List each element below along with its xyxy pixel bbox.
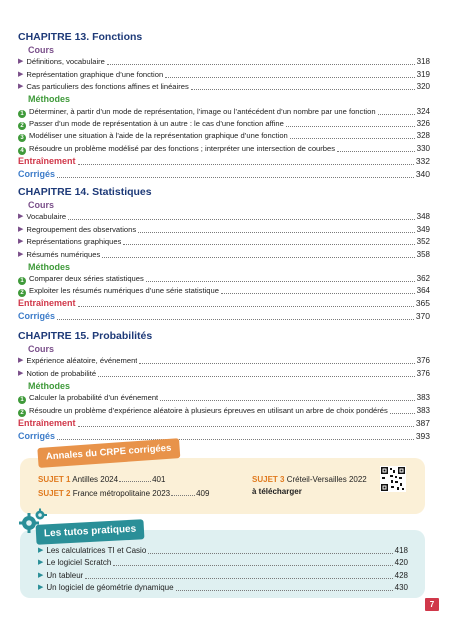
toc-entry[interactable]: ▶ Cas particuliers des fonctions affines et linéaires 320 — [18, 82, 430, 92]
arrow-icon: ▶ — [18, 238, 24, 246]
toc-entry[interactable]: ▶ Notion de probabilité 376 — [18, 368, 430, 378]
toc-entry[interactable]: 4 Résoudre un problème modélisé par des fonctions ; interpréter une intersection de courbes 330 — [18, 142, 430, 154]
page-number: 7 — [425, 598, 439, 611]
toc-entry[interactable]: ▶ Définitions, vocabulaire 318 — [18, 57, 430, 67]
sujet-3-entry[interactable]: SUJET 3 Créteil-Versailles 2022 à télécharger — [252, 475, 367, 496]
toc-entry[interactable]: ▶ Représentations graphiques 352 — [18, 237, 430, 247]
arrow-icon: ▶ — [18, 369, 24, 377]
sujet-2-entry[interactable]: SUJET 2 France métropolitaine 2023 409 — [38, 489, 210, 498]
methodes-heading: Méthodes — [28, 94, 71, 105]
method-number-badge: 1 — [18, 396, 26, 404]
method-number-badge: 1 — [18, 110, 26, 118]
arrow-icon: ▶ — [18, 225, 24, 233]
cours-heading: Cours — [28, 45, 55, 55]
corriges-entry[interactable]: Corrigés 370 — [18, 311, 430, 322]
arrow-icon: ▶ — [18, 357, 24, 365]
arrow-icon: ▶ — [38, 559, 44, 566]
toc-entry[interactable]: 1 Déterminer, à partir d’un mode de représentation, l’image ou l’antécédent d’un nombre par une fonction 324 — [18, 105, 430, 117]
toc-entry[interactable]: ▶ Représentation graphique d’une fonction 319 — [18, 69, 430, 79]
methodes-heading: Méthodes — [28, 261, 71, 272]
tuto-entry[interactable]: ▶ Un tableur 428 — [38, 570, 408, 580]
tuto-entry[interactable]: ▶ Un logiciel de géométrie dynamique 430 — [38, 583, 408, 592]
toc-entry[interactable]: 2 Résoudre un problème d’expérience aléatoire à plusieurs épreuves en utilisant un arbre de choix pondérés 383 — [18, 404, 430, 416]
chapter-14 — [18, 185, 430, 323]
toc-entry[interactable]: ▶ Regroupement des observations 349 — [18, 224, 430, 234]
arrow-icon: ▶ — [38, 546, 44, 554]
toc-entry[interactable]: ▶ Expérience aléatoire, événement 376 — [18, 356, 430, 366]
toc-entry[interactable]: 2 Exploiter les résumés numériques d’une série statistique 364 — [18, 285, 430, 297]
qr-code-icon[interactable] — [380, 466, 406, 492]
chapter-15 — [18, 329, 430, 443]
arrow-icon: ▶ — [38, 571, 44, 579]
entrainement-entry[interactable]: Entraînement 387 — [18, 417, 430, 428]
tuto-entry[interactable]: ▶ Les calculatrices TI et Casio 418 — [38, 545, 408, 555]
corriges-entry[interactable]: Corrigés 393 — [18, 430, 430, 441]
toc-entry[interactable]: ▶ Résumés numériques 358 — [18, 249, 430, 259]
toc-entry[interactable]: ▶ Vocabulaire 348 — [18, 212, 430, 222]
sujet-1-entry[interactable]: SUJET 1 Antilles 2024 401 — [38, 475, 166, 484]
arrow-icon: ▶ — [18, 83, 24, 91]
tutos-banner: Les tutos pratiques — [36, 519, 145, 545]
arrow-icon: ▶ — [18, 213, 24, 221]
chapter-title: CHAPITRE 14. Statistiques — [18, 186, 152, 198]
tutos-list — [38, 544, 408, 594]
tuto-entry[interactable]: ▶ Le logiciel Scratch 420 — [38, 558, 408, 567]
method-number-badge: 2 — [18, 122, 26, 130]
toc-entry[interactable]: 3 Modéliser une situation à l’aide de la représentation graphique d’une fonction 328 — [18, 130, 430, 142]
chapter-13 — [18, 30, 430, 181]
cours-heading: Cours — [28, 344, 55, 354]
method-number-badge: 2 — [18, 409, 26, 417]
toc-entry[interactable]: 1 Comparer deux séries statistiques 362 — [18, 273, 430, 285]
chapter-title: CHAPITRE 15. Probabilités — [18, 330, 153, 342]
arrow-icon: ▶ — [38, 584, 44, 591]
toc-entry[interactable]: 1 Calculer la probabilité d’un événement 383 — [18, 392, 430, 404]
annales-banner: Annales du CRPE corrigées — [37, 438, 180, 468]
methodes-heading: Méthodes — [28, 380, 71, 391]
arrow-icon: ▶ — [18, 58, 24, 66]
entrainement-entry[interactable]: Entraînement 332 — [18, 155, 430, 166]
method-number-badge: 1 — [18, 277, 26, 285]
method-number-badge: 4 — [18, 147, 26, 155]
arrow-icon: ▶ — [18, 250, 24, 258]
chapter-title: CHAPITRE 13. Fonctions — [18, 31, 143, 43]
corriges-entry[interactable]: Corrigés 340 — [18, 168, 430, 179]
arrow-icon: ▶ — [18, 70, 24, 78]
entrainement-entry[interactable]: Entraînement 365 — [18, 298, 430, 309]
method-number-badge: 2 — [18, 289, 26, 297]
method-number-badge: 3 — [18, 134, 26, 142]
toc-entry[interactable]: 2 Passer d’un mode de représentation à un autre : le cas d’une fonction affine 326 — [18, 118, 430, 130]
cours-heading: Cours — [28, 200, 55, 210]
